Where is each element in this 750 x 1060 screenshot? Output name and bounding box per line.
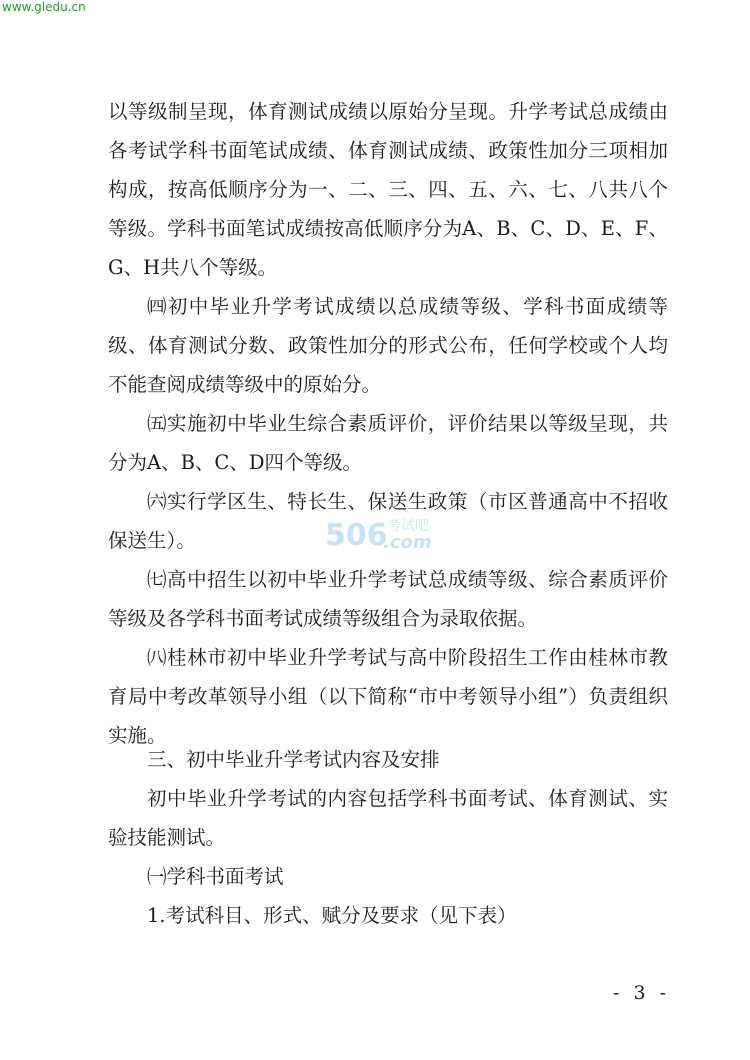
site-url[interactable]: www.gledu.cn	[2, 0, 86, 14]
paragraph-grading-system: 以等级制呈现，体育测试成绩以原始分呈现。升学考试总成绩由各考试学科书面笔试成绩、体育测试成绩、政策性加分三项相加构成，按高低顺序分为一、二、三、四、五、六、七、八共八个等级。学科书面笔试成绩按高低顺序分为A、B、C、D、E、F、G、H共八个等级。	[108, 100, 668, 279]
section-3-heading: 三、初中毕业升学考试内容及安排	[147, 748, 440, 771]
paragraph-item-7: ㈦高中招生以初中毕业升学考试总成绩等级、综合素质评价等级及各学科书面考试成绩等级组合为录取依据。	[108, 568, 668, 630]
page-number: - 3 -	[613, 982, 671, 1004]
paragraph-exam-content: 初中毕业升学考试的内容包括学科书面考试、体育测试、实验技能测试。	[108, 787, 668, 849]
paragraph-item-8: ㈧桂林市初中毕业升学考试与高中阶段招生工作由桂林市教育局中考改革领导小组（以下简称“市中考领导小组”）负责组织实施。	[108, 646, 668, 747]
subsection-written-exam: ㈠学科书面考试	[147, 865, 284, 888]
watermark-text: 考试吧	[387, 518, 429, 534]
watermark-domain: .com	[383, 532, 432, 553]
watermark-number: 506	[325, 518, 388, 553]
paragraph-item-4: ㈣初中毕业升学考试成绩以总成绩等级、学科书面成绩等级、体育测试分数、政策性加分的形式公布，任何学校或个人均不能查阅成绩等级中的原始分。	[108, 295, 668, 396]
list-item-exam-subjects: 1.考试科目、形式、赋分及要求（见下表）	[147, 904, 517, 927]
paragraph-item-5: ㈤实施初中毕业生综合素质评价，评价结果以等级呈现，共分为A、B、C、D四个等级。	[108, 412, 668, 474]
paragraph-item-6: ㈥实行学区生、特长生、保送生政策（市区普通高中不招收保送生）。	[108, 490, 668, 552]
